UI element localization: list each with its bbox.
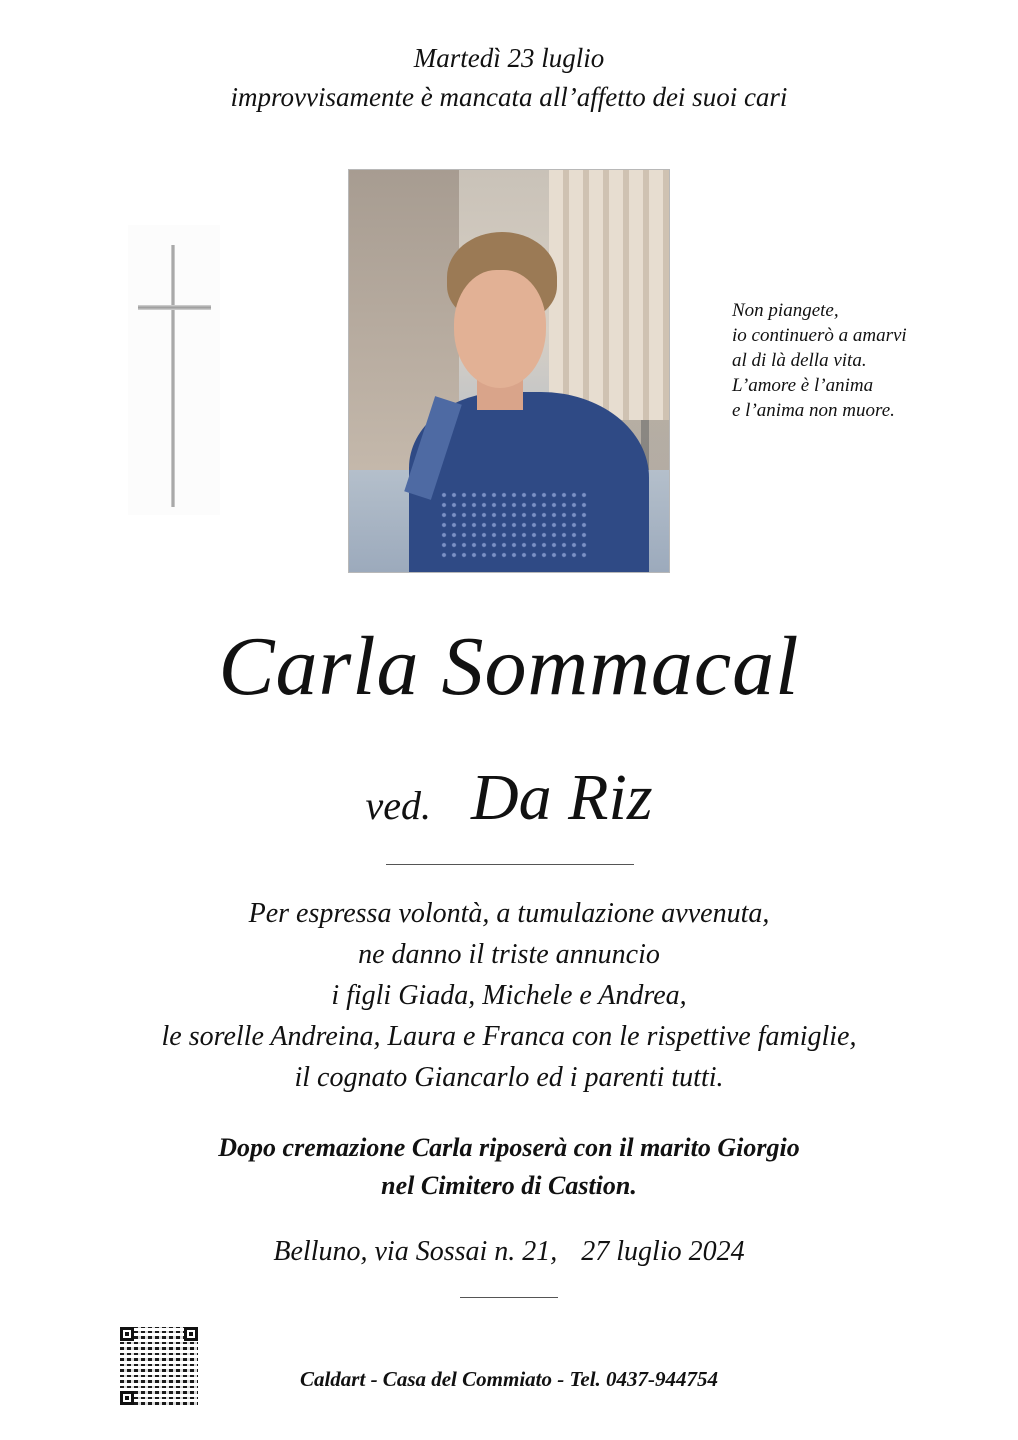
announcement-line: ne danno il triste annuncio — [358, 939, 660, 970]
announcement-line: le sorelle Andreina, Laura e Franca con le rispettive famiglie, — [161, 1021, 857, 1052]
portrait-photo — [348, 169, 670, 573]
announcement-line: il cognato Giancarlo ed i parenti tutti. — [294, 1062, 724, 1093]
funeral-home-footer: Caldart - Casa del Commiato - Tel. 0437-944754 — [299, 1367, 719, 1391]
announcement-line: Per espressa volontà, a tumulazione avvenuta, — [248, 898, 770, 929]
place: Belluno, via Sossai n. 21, — [273, 1236, 558, 1267]
cross-icon — [128, 225, 220, 515]
place-and-date — [0, 1232, 1018, 1272]
announcement-line: i figli Giada, Michele e Andrea, — [331, 980, 687, 1011]
intro-date: Martedì 23 luglio — [413, 43, 605, 73]
widow-line — [0, 758, 1018, 855]
deceased-name: Carla Sommacal — [218, 620, 800, 713]
poem-line: io continuerò a amarvi — [732, 325, 907, 346]
widow-name: Da Riz — [471, 761, 653, 834]
divider — [386, 864, 634, 865]
poem-line: e l’anima non muore. — [732, 400, 895, 421]
divider — [460, 1297, 558, 1298]
widow-prefix: ved. — [365, 783, 431, 828]
resting-place-line: Dopo cremazione Carla riposerà con il marito Giorgio — [218, 1133, 800, 1162]
resting-place-line: nel Cimitero di Castion. — [381, 1171, 637, 1200]
poem-line: al di là della vita. — [732, 350, 867, 371]
date: 27 luglio 2024 — [581, 1236, 745, 1267]
poem — [732, 298, 992, 423]
intro-text: improvvisamente è mancata all’affetto dei suoi cari — [230, 82, 788, 112]
poem-line: Non piangete, — [732, 300, 839, 321]
poem-line: L’amore è l’anima — [732, 375, 874, 396]
